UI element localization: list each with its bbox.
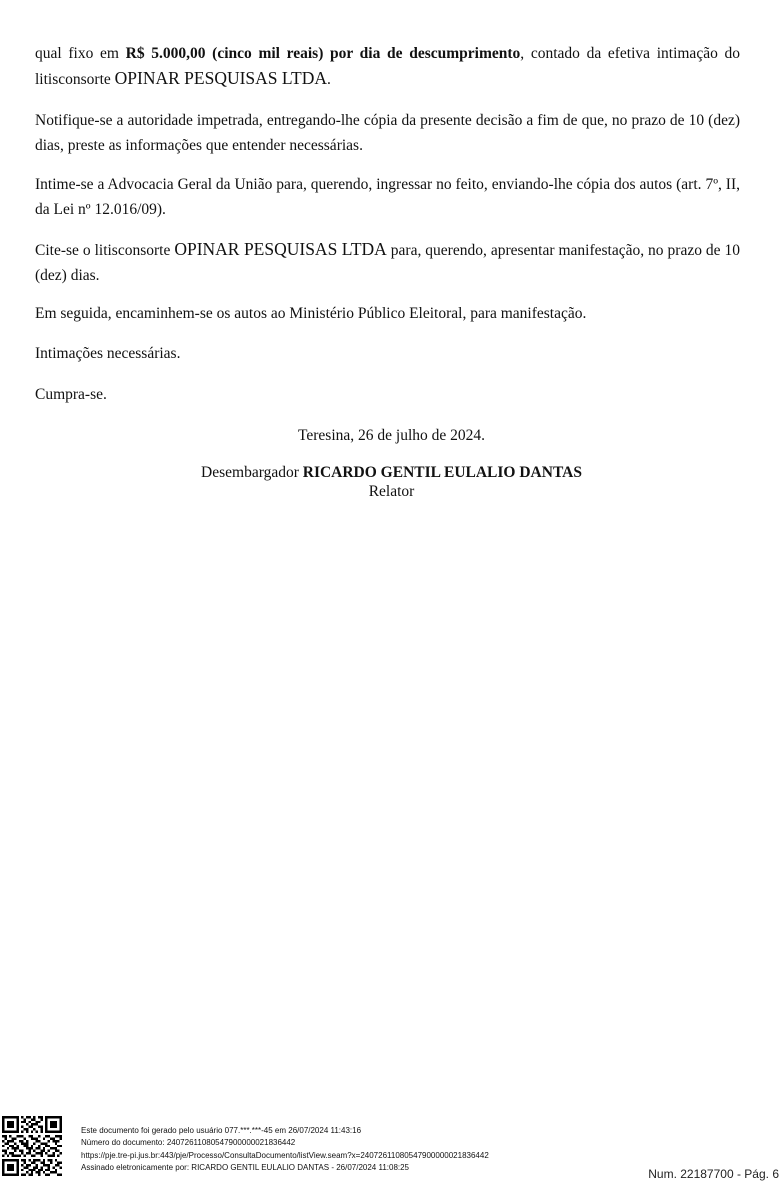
signature-line [0, 463, 783, 483]
paragraph-notify: Notifique-se a autoridade impetrada, entregando-lhe cópia da presente decisão a fim de que, no prazo de 10 (dez) dias, preste as informações que entender necessárias. [35, 112, 740, 154]
footer [0, 1112, 783, 1200]
paragraph-text: , contado da efetiva intimação do litisconsorte [35, 45, 740, 88]
paragraph-cite-litisconsort [35, 237, 740, 288]
footer-signed-by: Assinado eletronicamente por: RICARDO GENTIL EULALIO DANTAS - 26/07/2024 11:08:25 [81, 1162, 410, 1172]
paragraph-summon-agu: Intime-se a Advocacia Geral da União para, querendo, ingressar no feito, enviando-lhe cópia dos autos (art. 7º, II, da Lei nº 12.016/09). [35, 176, 740, 218]
paragraph-penalty [35, 41, 740, 92]
signer-name: RICARDO GENTIL EULALIO DANTAS [302, 464, 582, 481]
party-name: OPINAR PESQUISAS LTDA [174, 239, 387, 259]
signer-role: Relator [368, 483, 415, 500]
paragraph-text: Cite-se o litisconsorte [35, 242, 175, 259]
place-date: Teresina, 26 de julho de 2024. [297, 427, 486, 444]
footer-generated-by: Este documento foi gerado pelo usuário 077.***.***-45 em 26/07/2024 11:43:16 [81, 1126, 362, 1135]
qr-code-icon [2, 1116, 62, 1176]
footer-metadata [81, 1125, 489, 1174]
paragraph-text: para, querendo, apresentar manifestação, no prazo de 10 (dez) dias. [35, 242, 741, 284]
paragraph-intimations: Intimações necessárias. [35, 345, 181, 362]
paragraph-text: . [326, 71, 331, 88]
paragraph-mpe: Em seguida, encaminhem-se os autos ao Ministério Público Eleitoral, para manifestação. [35, 305, 587, 322]
signer-title: Desembargador [201, 464, 303, 481]
party-name: OPINAR PESQUISAS LTDA [114, 68, 327, 88]
paragraph-text: qual fixo em [35, 45, 126, 62]
page-number: Num. 22187700 - Pág. 6 [648, 1167, 779, 1181]
footer-document-url: https://pje.tre-pi.jus.br:443/pje/Processo/ConsultaDocumento/listView.seam?x=24072611080547900000021836442 [81, 1150, 489, 1160]
footer-document-number: Número do documento: 24072611080547900000021836442 [81, 1138, 296, 1148]
penalty-amount: R$ 5.000,00 (cinco mil reais) por dia de descumprimento [125, 45, 521, 62]
paragraph-comply: Cumpra-se. [35, 386, 107, 403]
